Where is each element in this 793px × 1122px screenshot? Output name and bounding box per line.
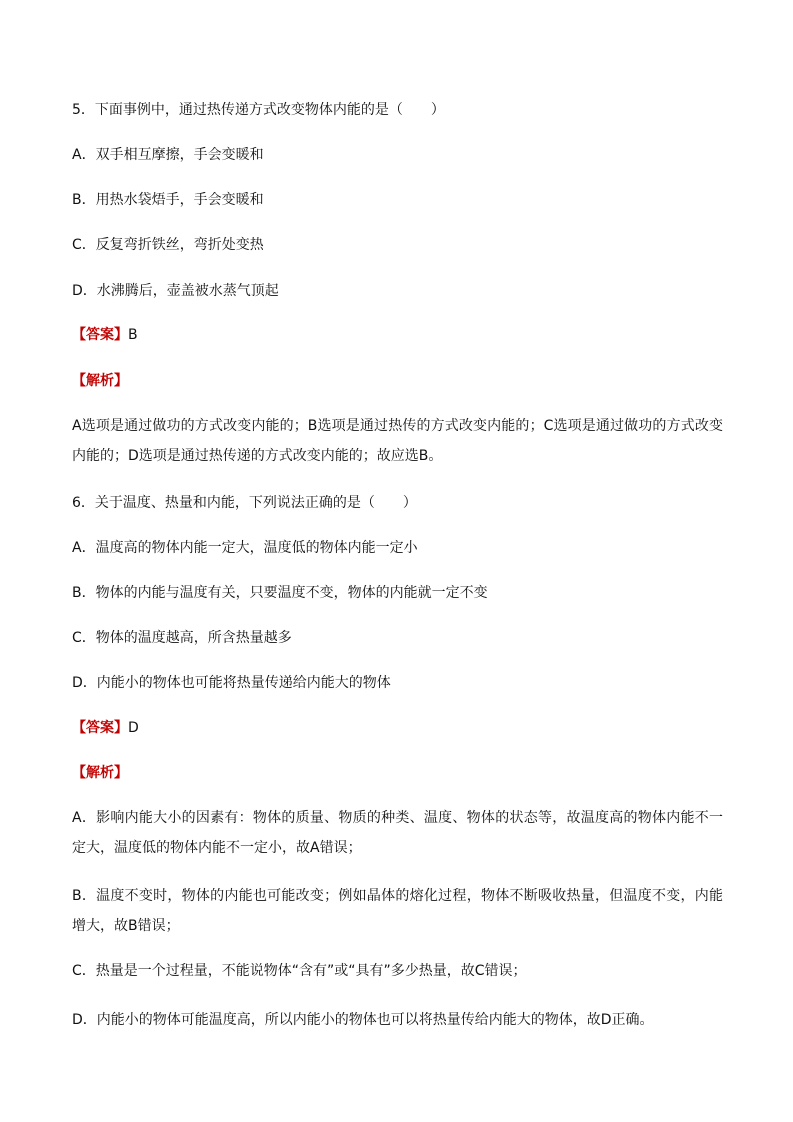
q5-option-b: B．用热水袋焐手，手会变暖和 — [72, 192, 264, 208]
q6-analysis-d: D．内能小的物体可能温度高，所以内能小的物体也可以将热量传给内能大的物体，故D正确。 — [72, 1012, 654, 1028]
q6-stem: 6．关于温度、热量和内能，下列说法正确的是（ ） — [72, 495, 417, 511]
q5-option-a: A．双手相互摩擦，手会变暖和 — [72, 147, 264, 163]
q6-option-a: A．温度高的物体内能一定大，温度低的物体内能一定小 — [72, 540, 418, 556]
q5-answer-tag: 【答案】 — [72, 327, 128, 343]
q6-answer-tag: 【答案】 — [72, 720, 128, 736]
q5-answer-line — [72, 325, 723, 345]
q6-analysis-a: A．影响内能大小的因素有：物体的质量、物质的种类、温度、物体的状态等，故温度高的物体内能不一定大，温度低的物体内能不一定小，故A错误； — [72, 810, 723, 856]
q5-analysis: A选项是通过做功的方式改变内能的；B选项是通过热传的方式改变内能的；C选项是通过做功的方式改变内能的；D选项是通过热传递的方式改变内能的；故应选B。 — [72, 418, 723, 464]
q5-stem: 5．下面事例中，通过热传递方式改变物体内能的是（ ） — [72, 102, 445, 118]
q5-analysis-tag: 【解析】 — [72, 373, 128, 389]
q6-analysis-c: C．热量是一个过程量，不能说物体“含有”或“具有”多少热量，故C错误； — [72, 963, 527, 979]
q6-analysis-tag-line — [72, 763, 723, 783]
q6-analysis-b: B．温度不变时，物体的内能也可能改变；例如晶体的熔化过程，物体不断吸收热量，但温度不变，内能增大，故B错误； — [72, 888, 723, 934]
q6-option-c: C．物体的温度越高，所含热量越多 — [72, 630, 292, 646]
q5-option-d: D．水沸腾后，壶盖被水蒸气顶起 — [72, 283, 279, 299]
q5-analysis-tag-line — [72, 371, 723, 391]
q6-analysis-tag: 【解析】 — [72, 765, 128, 781]
q6-answer-line — [72, 718, 723, 738]
q6-option-b: B．物体的内能与温度有关，只要温度不变，物体的内能就一定不变 — [72, 585, 488, 601]
q6-option-d: D．内能小的物体也可能将热量传递给内能大的物体 — [72, 675, 391, 691]
q5-option-c: C．反复弯折铁丝，弯折处变热 — [72, 237, 264, 253]
q5-answer: B — [128, 327, 138, 343]
q6-answer: D — [128, 720, 139, 736]
